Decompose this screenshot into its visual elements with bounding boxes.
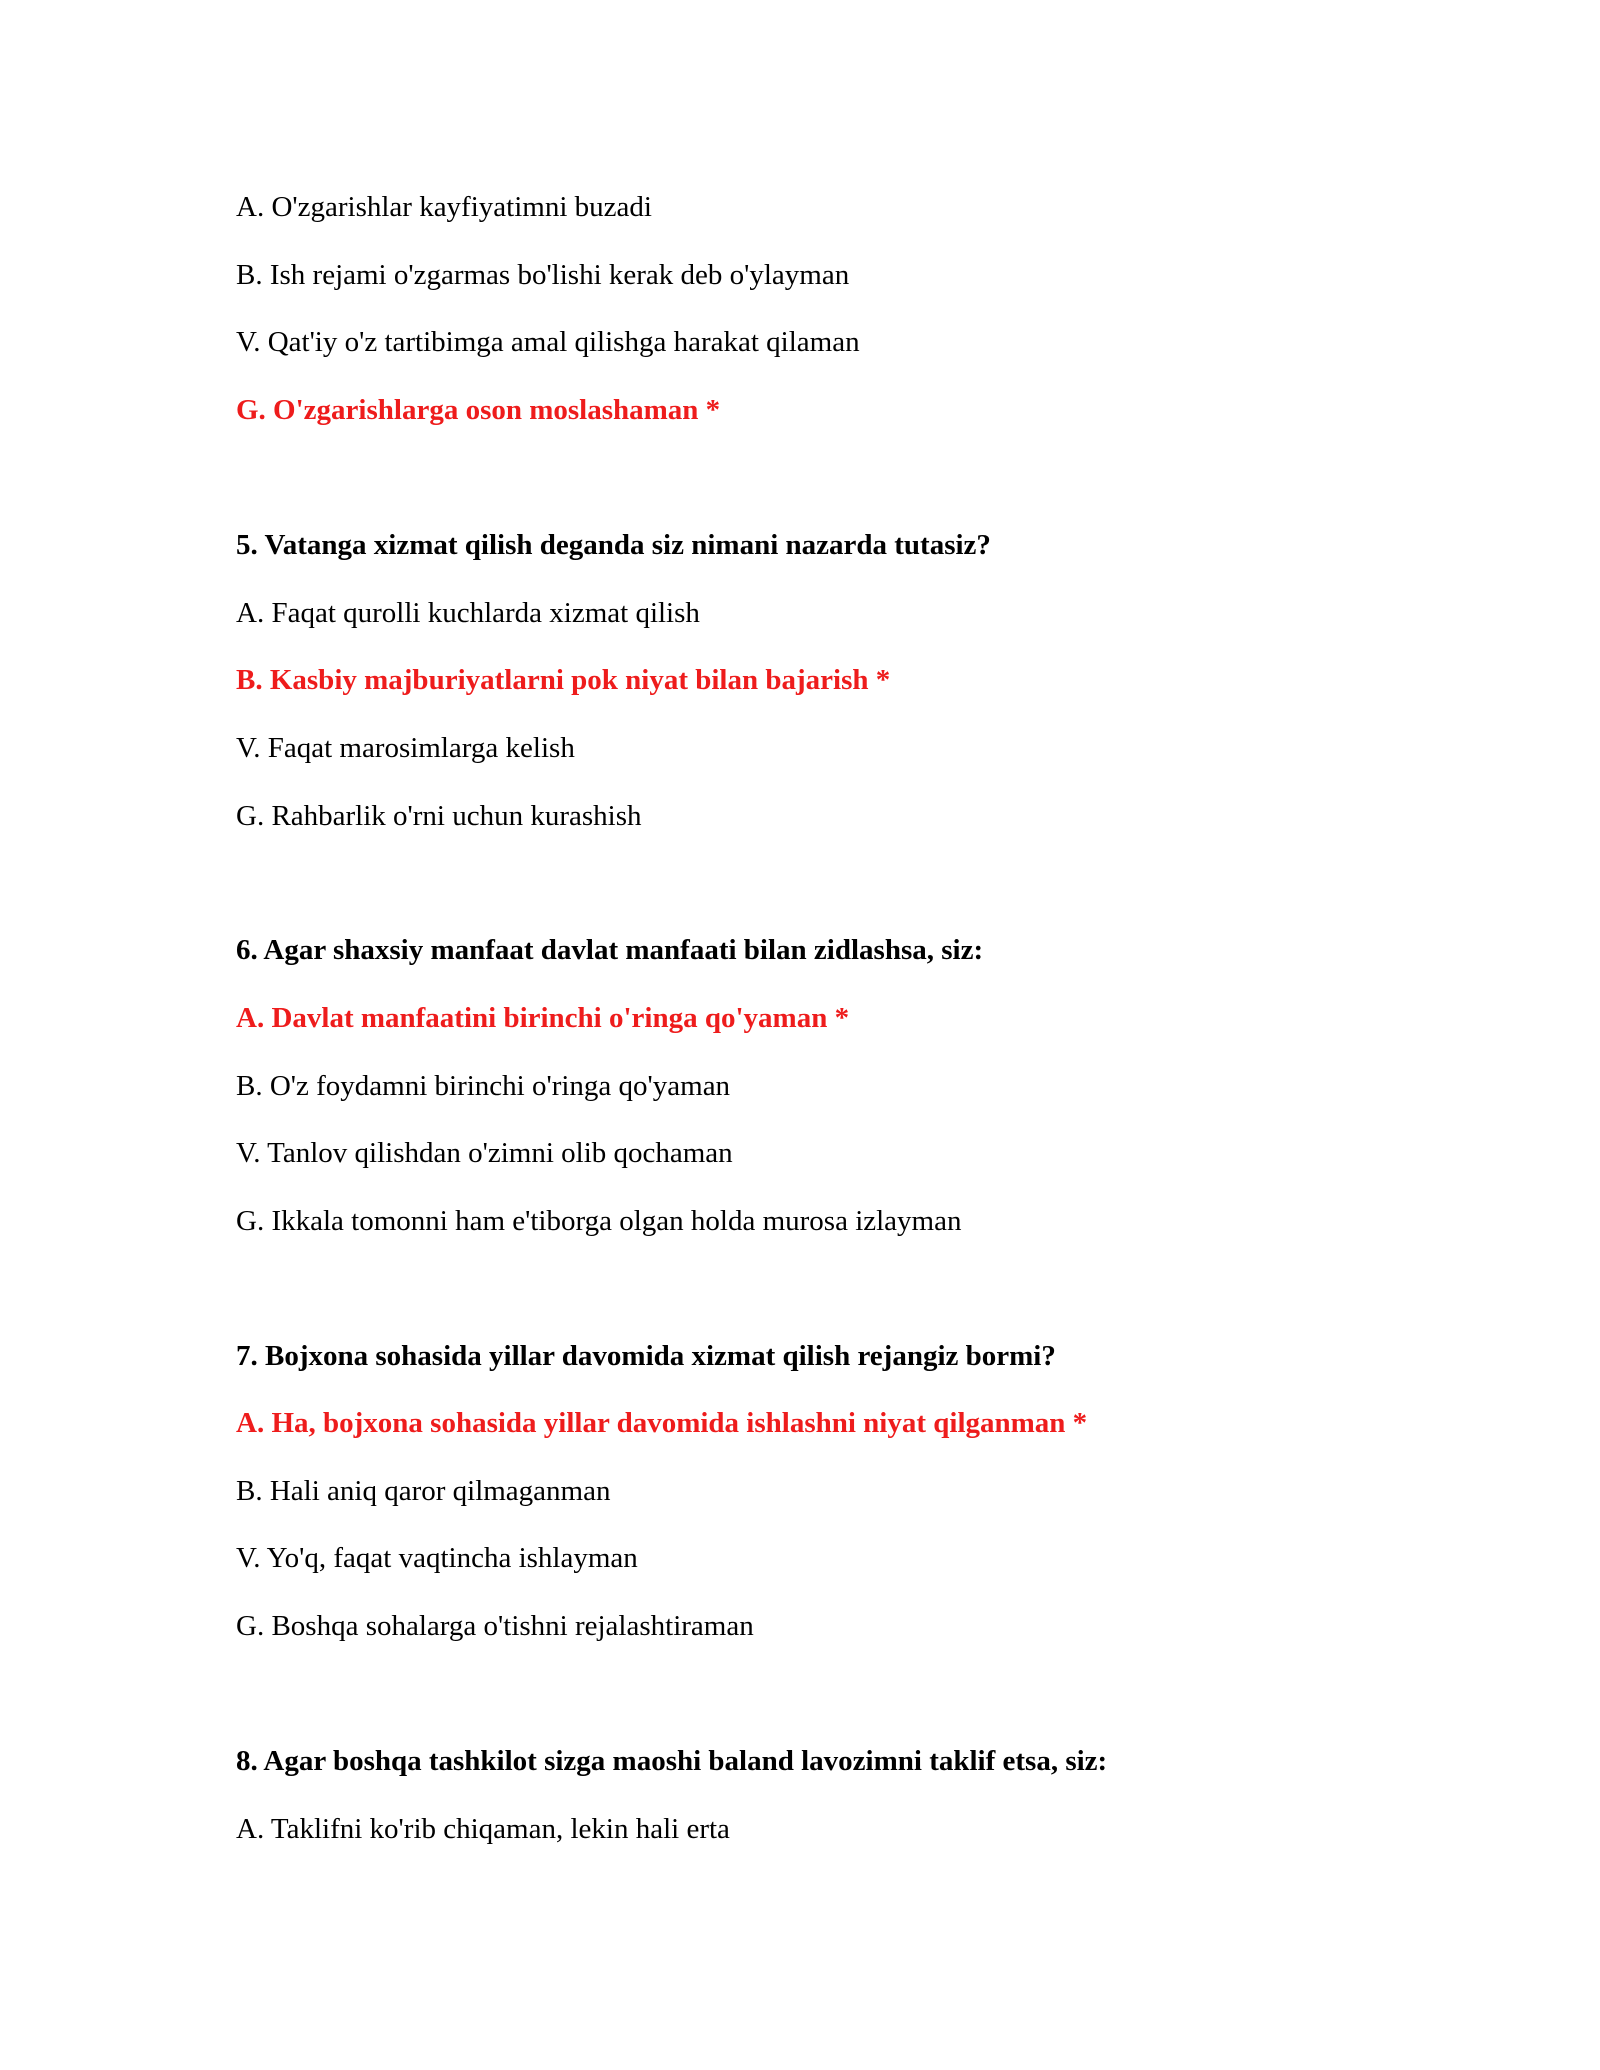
option-q5-b-correct: B. Kasbiy majburiyatlarni pok niyat bilan bajarish * xyxy=(236,664,891,696)
option-q6-v: V. Tanlov qilishdan o'zimni olib qochaman xyxy=(236,1137,733,1169)
option-q7-g: G. Boshqa sohalarga o'tishni rejalashtiraman xyxy=(236,1610,754,1642)
option-q5-v: V. Faqat marosimlarga kelish xyxy=(236,732,575,764)
option-q8-a: A. Taklifni ko'rib chiqaman, lekin hali erta xyxy=(236,1813,730,1845)
option-q4-g-correct: G. O'zgarishlarga oson moslashaman * xyxy=(236,394,721,426)
option-q5-g: G. Rahbarlik o'rni uchun kurashish xyxy=(236,800,642,832)
question-8: 8. Agar boshqa tashkilot sizga maoshi baland lavozimni taklif etsa, siz: xyxy=(236,1745,1108,1777)
option-q6-a-correct: A. Davlat manfaatini birinchi o'ringa qo'yaman * xyxy=(236,1002,850,1034)
question-7: 7. Bojxona sohasida yillar davomida xizmat qilish rejangiz bormi? xyxy=(236,1340,1056,1372)
option-q4-a: A. O'zgarishlar kayfiyatimni buzadi xyxy=(236,191,652,223)
option-q7-b: B. Hali aniq qaror qilmaganman xyxy=(236,1475,611,1507)
option-q4-b: B. Ish rejami o'zgarmas bo'lishi kerak deb o'ylayman xyxy=(236,259,850,291)
question-5: 5. Vatanga xizmat qilish deganda siz nimani nazarda tutasiz? xyxy=(236,529,991,561)
option-q6-b: B. O'z foydamni birinchi o'ringa qo'yaman xyxy=(236,1070,731,1102)
option-q6-g: G. Ikkala tomonni ham e'tiborga olgan holda murosa izlayman xyxy=(236,1205,962,1237)
option-q7-a-correct: A. Ha, bojxona sohasida yillar davomida ishlashni niyat qilganman * xyxy=(236,1407,1088,1439)
question-6: 6. Agar shaxsiy manfaat davlat manfaati bilan zidlashsa, siz: xyxy=(236,934,984,966)
option-q4-v: V. Qat'iy o'z tartibimga amal qilishga harakat qilaman xyxy=(236,326,860,358)
option-q5-a: A. Faqat qurolli kuchlarda xizmat qilish xyxy=(236,597,700,629)
option-q7-v: V. Yo'q, faqat vaqtincha ishlayman xyxy=(236,1542,638,1574)
